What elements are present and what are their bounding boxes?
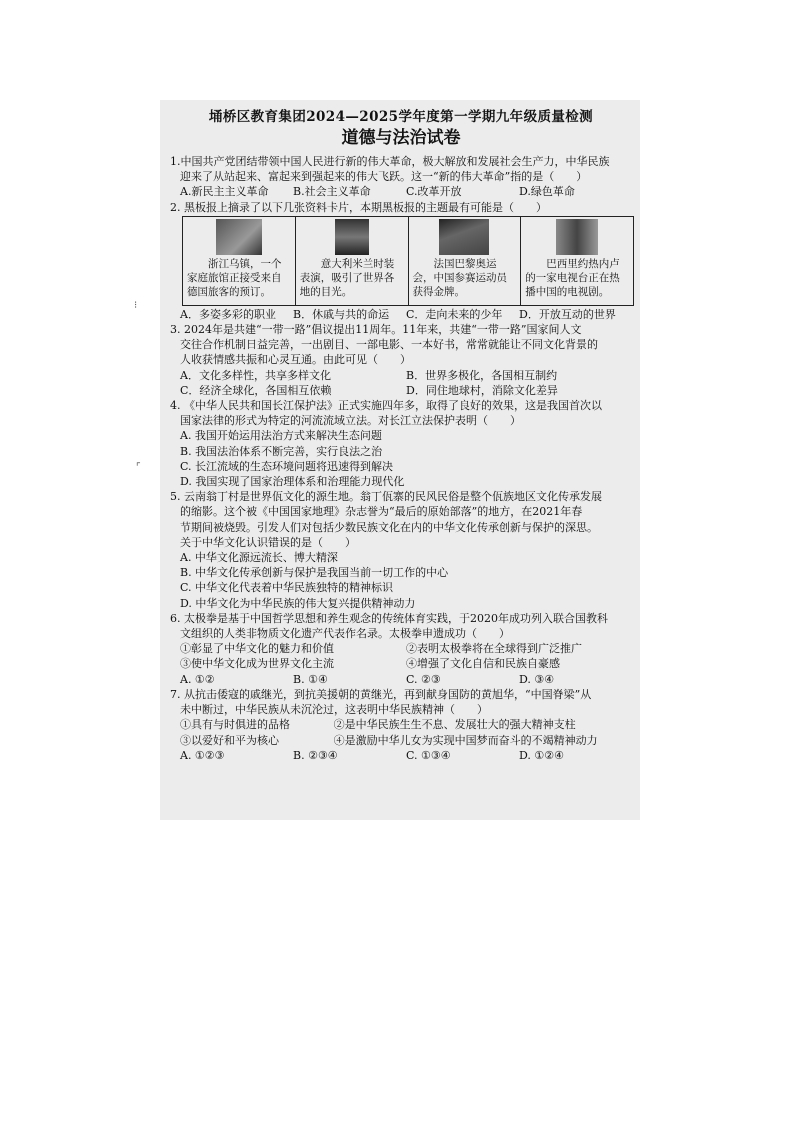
info-card: [296, 217, 409, 305]
option-b: B．休戚与共的命运: [293, 307, 390, 321]
option-b: B. ①④: [293, 672, 328, 686]
question-stem: 2. 黑板报上摘录了以下几张资料卡片，本期黑板报的主题最有可能是（ ）: [170, 200, 547, 214]
statement-1: ①具有与时俱进的品格: [180, 718, 290, 732]
question-stem: 迎来了从站起来、富起来到强起来的伟大飞跃。这一“新的伟大革命”指的是（ ）: [180, 170, 588, 184]
question-5: [170, 489, 632, 611]
option-a: A．多姿多彩的职业: [180, 307, 276, 321]
binding-mark: ⌜: [136, 462, 141, 473]
statements-row: [170, 717, 632, 732]
option-c: C. 中华文化代表着中华民族独特的精神标识: [180, 581, 394, 595]
option-d: D.绿色革命: [519, 185, 575, 199]
statement-4: ④增强了文化自信和民族自豪感: [406, 657, 560, 671]
options-row: [170, 748, 632, 763]
question-stem: 6. 太极拳是基于中国哲学思想和养生观念的传统体育实践，于2020年成功列入联合国教科: [170, 611, 608, 625]
card-text: 浙江乌镇，一个家庭旅馆正接受来自德国旅客的预订。: [187, 257, 282, 298]
question-stem: 人收获情感共振和心灵互通。由此可见（ ）: [180, 353, 411, 367]
statement-1: ①彰显了中华文化的魅力和价值: [180, 642, 334, 656]
option-a: A. ①②③: [180, 748, 225, 762]
question-6: [170, 611, 632, 687]
info-card: [521, 217, 633, 305]
option-c: C. 长江流域的生态环境问题将迅速得到解决: [180, 459, 394, 473]
option-a: A．文化多样性，共享多样文化: [180, 368, 331, 382]
question-4: [170, 398, 632, 489]
option-d: D．同住地球村，消除文化差异: [406, 383, 558, 397]
question-stem: 节期间被烧毁。引发人们对包括少数民族文化在内的中华文化传承创新与保护的深思。: [180, 520, 598, 534]
option-a: A.新民主主义革命: [180, 185, 269, 199]
option-d: D. ③④: [519, 672, 555, 686]
options-row: [170, 184, 632, 199]
option-d: D. 我国实现了国家治理体系和治理能力现代化: [180, 475, 405, 489]
statement-2: ②表明太极拳将在全球得到广泛推广: [406, 642, 582, 656]
statements-row: [170, 733, 632, 748]
options-row: [170, 672, 632, 687]
question-stem: 3. 2024年是共建“一带一路”倡议提出11周年。11年来，共建“一带一路”国家间人文: [170, 323, 582, 337]
question-stem: 关于中华文化认识错误的是（ ）: [180, 535, 356, 549]
option-c: C. ②③: [406, 672, 441, 686]
exam-content: [170, 108, 632, 763]
option-c: C．经济全球化，各国相互依赖: [180, 383, 332, 397]
exam-subject-title: 道德与法治试卷: [341, 128, 461, 148]
statement-4: ④是激励中华儿女为实现中国梦而奋斗的不竭精神动力: [333, 733, 598, 747]
exam-title: 埇桥区教育集团2024—2025学年度第一学期九年级质量检测: [208, 109, 594, 125]
question-stem: 文组织的人类非物质文化遗产代表作名录。太极拳申遗成功（ ）: [180, 627, 510, 641]
card-photo: [439, 219, 489, 255]
option-b: B. 中华文化传承创新与保护是我国当前一切工作的中心: [180, 566, 449, 580]
question-2: [170, 200, 632, 322]
option-c: C.改革开放: [406, 185, 462, 199]
question-stem: 未中断过，中华民族从未沉沦过，这表明中华民族精神（ ）: [180, 703, 488, 717]
card-text: 巴西里约热内卢的一家电视台正在热播中国的电视剧。: [525, 257, 620, 298]
binding-mark: ⁝: [134, 300, 138, 311]
question-stem: 5. 云南翁丁村是世界佤文化的源生地。翁丁佤寨的民风民俗是整个佤族地区文化传承发展: [170, 490, 602, 504]
option-a: A. ①②: [180, 672, 215, 686]
option-d: D. ①②④: [519, 748, 565, 762]
card-text: 法国巴黎奥运会，中国参赛运动员获得金牌。: [412, 257, 507, 298]
info-card: [183, 217, 296, 305]
option-c: C. ①③④: [406, 748, 451, 762]
question-stem: 交往合作机制日益完善，一出剧目、一部电影、一本好书，常常就能让不同文化背景的: [180, 338, 598, 352]
statement-2: ②是中华民族生生不息、发展壮大的强大精神支柱: [333, 718, 576, 732]
question-stem: 1.中国共产党团结带领中国人民进行新的伟大革命，极大解放和发展社会生产力，中华民族: [170, 155, 610, 168]
question-stem: 国家法律的形式为特定的河流流域立法。对长江立法保护表明（ ）: [180, 414, 521, 428]
statement-3: ③以爱好和平为核心: [180, 733, 279, 747]
option-b: B. ②③④: [293, 748, 338, 762]
options-row: [170, 307, 632, 322]
statements-row: [170, 641, 632, 656]
info-card: [409, 217, 522, 305]
question-stem: 7. 从抗击倭寇的戚继光，到抗美援朝的黄继光，再到献身国防的黄旭华，“中国脊梁”从: [170, 687, 592, 701]
card-photo: [335, 219, 369, 255]
statement-3: ③使中华文化成为世界文化主流: [180, 657, 334, 671]
info-cards: [182, 216, 634, 306]
question-1: [170, 154, 632, 200]
option-a: A. 我国开始运用法治方式来解决生态问题: [180, 429, 382, 443]
question-stem: 4. 《中华人民共和国长江保护法》正式实施四年多，取得了良好的效果，这是我国首次以: [170, 399, 602, 413]
statements-row: [170, 656, 632, 671]
option-d: D．开放互动的世界: [519, 307, 616, 321]
option-b: B.社会主义革命: [293, 185, 371, 199]
option-b: B. 我国法治体系不断完善，实行良法之治: [180, 444, 383, 458]
option-d: D. 中华文化为中华民族的伟大复兴提供精神动力: [180, 596, 416, 610]
question-stem: 的缩影。这个被《中国国家地理》杂志誉为“最后的原始部落”的地方，在2021年春: [180, 505, 583, 519]
question-3: [170, 322, 632, 398]
options-row: [170, 368, 632, 383]
options-row: [170, 383, 632, 398]
option-b: B．世界多极化，各国相互制约: [406, 368, 558, 382]
card-photo: [556, 219, 598, 255]
option-c: C．走向未来的少年: [406, 307, 503, 321]
option-a: A. 中华文化源远流长、博大精深: [180, 551, 338, 565]
card-photo: [216, 219, 262, 255]
question-7: [170, 687, 632, 763]
card-text: 意大利米兰时装表演，吸引了世界各地的目光。: [299, 257, 395, 298]
